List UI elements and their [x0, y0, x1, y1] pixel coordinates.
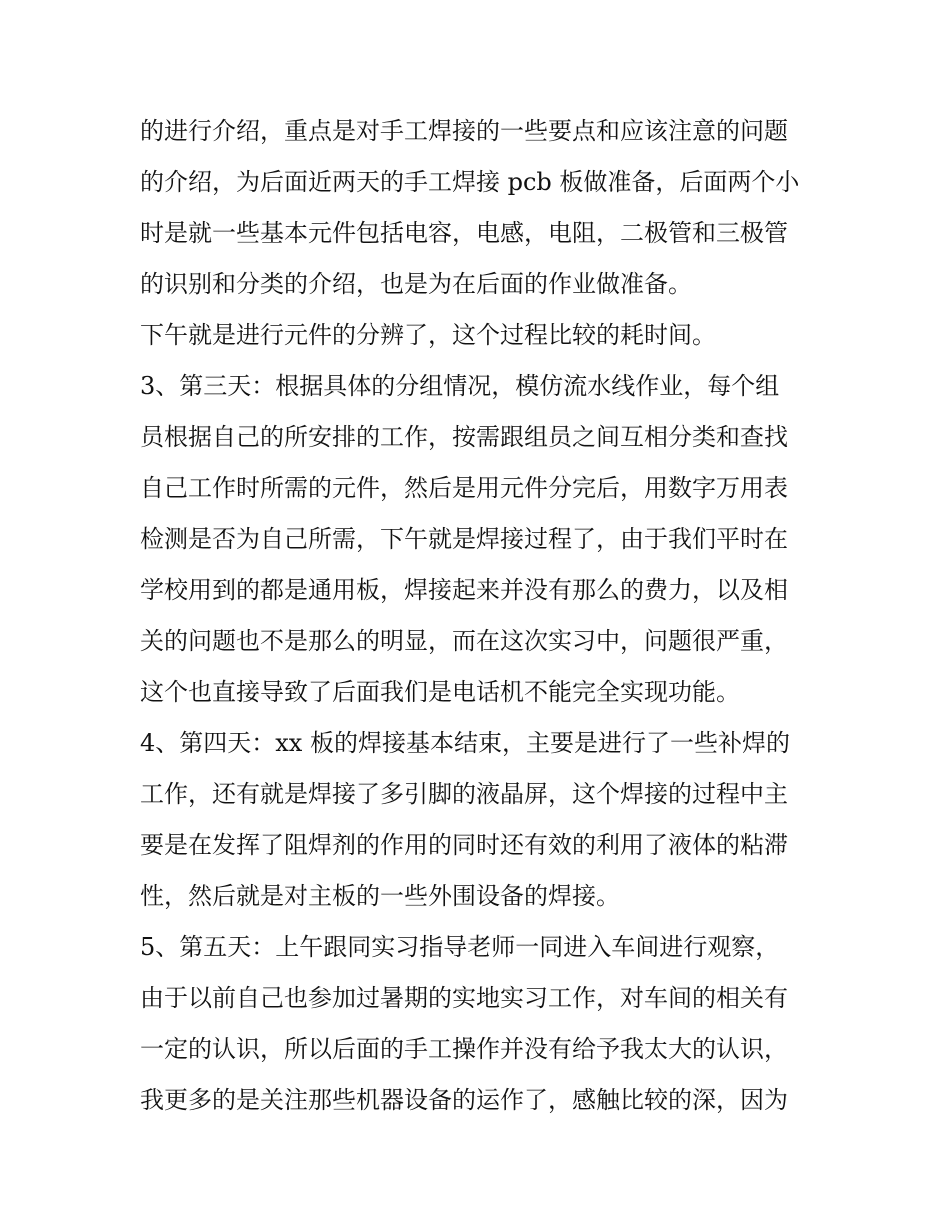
- text-line: 员根据自己的所安排的工作，按需跟组员之间互相分类和查找: [140, 423, 788, 451]
- text-line: 我更多的是关注那些机器设备的运作了，感触比较的深，因为: [140, 1086, 788, 1114]
- text-line: 关的问题也不是那么的明显，而在这次实习中，问题很严重，: [140, 627, 788, 655]
- text-line: 4、第四天：xx 板的焊接基本结束，主要是进行了一些补焊的: [140, 729, 790, 757]
- text-line: 下午就是进行元件的分辨了，这个过程比较的耗时间。: [140, 321, 716, 349]
- text-line: 这个也直接导致了后面我们是电话机不能完全实现功能。: [140, 678, 740, 706]
- text-line: 一定的认识，所以后面的手工操作并没有给予我太大的认识，: [140, 1035, 788, 1063]
- text-line: 工作，还有就是焊接了多引脚的液晶屏，这个焊接的过程中主: [140, 780, 788, 808]
- text-line: 性，然后就是对主板的一些外围设备的焊接。: [140, 882, 620, 910]
- text-line: 的识别和分类的介绍，也是为在后面的作业做准备。: [140, 270, 692, 298]
- text-line: 检测是否为自己所需，下午就是焊接过程了，由于我们平时在: [140, 525, 788, 553]
- text-line: 3、第三天：根据具体的分组情况，模仿流水线作业，每个组: [140, 372, 780, 400]
- text-line: 要是在发挥了阻焊剂的作用的同时还有效的利用了液体的粘滞: [140, 831, 788, 859]
- text-line: 自己工作时所需的元件，然后是用元件分完后，用数字万用表: [140, 474, 788, 502]
- text-line: 5、第五天：上午跟同实习指导老师一同进入车间进行观察，: [140, 933, 780, 961]
- text-line: 的进行介绍，重点是对手工焊接的一些要点和应该注意的问题: [140, 117, 788, 145]
- text-line: 学校用到的都是通用板，焊接起来并没有那么的费力，以及相: [140, 576, 788, 604]
- text-line: 时是就一些基本元件包括电容，电感，电阻，二极管和三极管: [140, 219, 788, 247]
- text-line: 由于以前自己也参加过暑期的实地实习工作，对车间的相关有: [140, 984, 788, 1012]
- body-text: [140, 106, 820, 1126]
- text-line: 的介绍，为后面近两天的手工焊接 pcb 板做准备，后面两个小: [140, 168, 800, 196]
